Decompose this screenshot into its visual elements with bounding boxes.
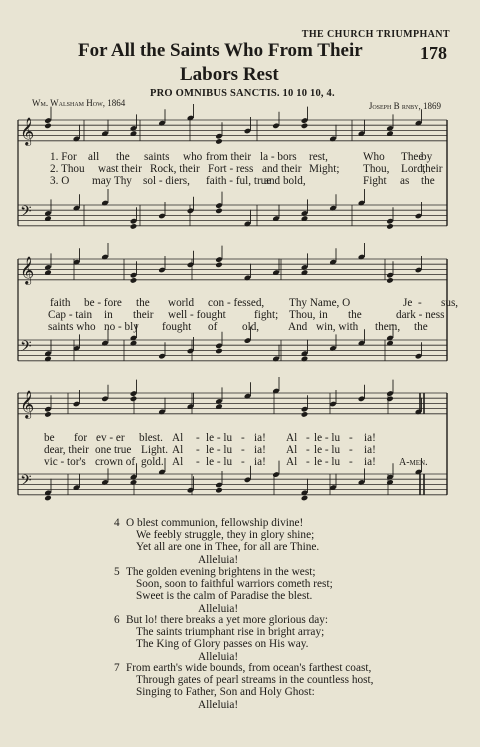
lyric-syllable: - bbox=[349, 432, 353, 444]
lyric-syllable: fought bbox=[162, 321, 192, 333]
bass-note bbox=[386, 223, 394, 230]
music-composer: Joseph B rnby, 1869 bbox=[368, 101, 441, 111]
lyric-syllable: sol - diers, bbox=[143, 175, 190, 187]
lyric-syllable: all bbox=[88, 151, 100, 163]
lyric-syllable: 1. For bbox=[50, 151, 77, 163]
lyric-syllable: their bbox=[422, 163, 443, 175]
lyric-syllable: no - bly bbox=[104, 321, 139, 333]
lyric-syllable: And bbox=[288, 321, 308, 333]
verse-line: The saints triumphant rise in bright array; bbox=[136, 626, 325, 639]
lyric-syllable: Al bbox=[286, 444, 298, 456]
lyric-syllable: - bbox=[306, 444, 310, 456]
lyric-syllable: - bbox=[349, 456, 353, 468]
lyric-syllable: ia! bbox=[364, 432, 376, 444]
lyric-syllable: from their bbox=[206, 151, 252, 163]
lyric-syllable: Fight bbox=[363, 175, 387, 187]
lyric-syllable: saints who bbox=[48, 321, 96, 333]
verse-line: The King of Glory passes on His way. bbox=[136, 638, 309, 651]
lyric-syllable: fight; bbox=[254, 309, 279, 321]
lyric-syllable: - bbox=[241, 444, 245, 456]
lyric-syllable: - bbox=[241, 456, 245, 468]
lyric-syllable: the bbox=[414, 321, 428, 333]
lyric-syllable: of bbox=[208, 321, 218, 333]
verse-number: 4 bbox=[114, 517, 120, 529]
lyric-syllable: the bbox=[136, 297, 150, 309]
lyric-syllable: - bbox=[241, 432, 245, 444]
lyric-syllable: blest. bbox=[139, 432, 163, 444]
lyric-syllable: sus, bbox=[441, 297, 459, 309]
lyric-syllable: le - lu bbox=[314, 444, 341, 456]
lyric-syllable: Might; bbox=[309, 163, 340, 175]
lyric-syllable: - bbox=[196, 432, 200, 444]
verse-line: Soon, soon to faithful warriors cometh rest; bbox=[136, 578, 333, 591]
lyric-syllable: one true bbox=[95, 444, 132, 456]
lyric-syllable: their bbox=[133, 309, 154, 321]
verse-4 bbox=[114, 517, 320, 566]
lyric-syllable: Thy Name, O bbox=[289, 297, 351, 309]
verse-5 bbox=[114, 566, 333, 615]
treble-clef-icon: 𝄞 bbox=[20, 390, 35, 418]
lyric-syllable: as bbox=[400, 175, 410, 187]
lyric-syllable: ia! bbox=[364, 444, 376, 456]
lyric-syllable: Fort - ress bbox=[208, 163, 254, 175]
lyric-syllable: le - lu bbox=[206, 456, 233, 468]
lyric-syllable: faith - ful, true bbox=[206, 175, 272, 187]
lyric-syllable: saints bbox=[144, 151, 170, 163]
amen-label: A-men. bbox=[399, 457, 428, 468]
lyric-syllable: vic - tor's bbox=[44, 456, 86, 468]
lyric-syllable: in bbox=[104, 309, 113, 321]
lyric-syllable: Al bbox=[286, 456, 298, 468]
verse-number: 7 bbox=[114, 662, 120, 674]
treble-clef-icon: 𝄞 bbox=[20, 256, 35, 284]
lyric-syllable: le - lu bbox=[314, 432, 341, 444]
lyric-syllable: le - lu bbox=[206, 444, 233, 456]
lyric-syllable: - bbox=[306, 456, 310, 468]
lyric-syllable: Al bbox=[286, 432, 298, 444]
hymn-title-continued: Labors Rest bbox=[180, 64, 279, 85]
verse-refrain: Alleluia! bbox=[198, 650, 239, 663]
lyric-syllable: Je bbox=[403, 297, 413, 309]
lyric-syllable: Thou, bbox=[289, 309, 316, 321]
lyric-syllable: ia! bbox=[364, 456, 376, 468]
section-heading: THE CHURCH TRIUMPHANT bbox=[301, 29, 450, 40]
verse-refrain: Alleluia! bbox=[198, 553, 239, 566]
hymn-number: 178 bbox=[420, 43, 447, 63]
lyric-syllable: Al bbox=[172, 444, 184, 456]
lyric-syllable: ia! bbox=[254, 456, 266, 468]
lyric-syllable: Al bbox=[172, 456, 184, 468]
treble-note bbox=[44, 123, 52, 130]
bass-clef-icon: 𝄢 bbox=[20, 338, 32, 359]
lyric-syllable: Who bbox=[363, 151, 385, 163]
verse-line: Yet all are one in Thee, for all are Thine. bbox=[136, 541, 320, 554]
lyric-syllable: rest, bbox=[309, 151, 328, 163]
lyric-syllable: la - bors bbox=[260, 151, 297, 163]
verse-refrain: Alleluia! bbox=[198, 698, 239, 711]
lyric-syllable: for bbox=[74, 432, 88, 444]
verse-line: But lo! there breaks a yet more glorious day: bbox=[126, 614, 329, 626]
bass-note bbox=[215, 487, 223, 494]
lyric-syllable: Thee bbox=[401, 151, 424, 163]
verse-line: Through gates of pearl streams in the countless host, bbox=[136, 674, 374, 687]
lyric-syllable: old, bbox=[242, 321, 260, 333]
lyric-syllable: Rock, their bbox=[150, 163, 200, 175]
verse-line: Singing to Father, Son and Holy Ghost: bbox=[136, 686, 315, 699]
lyric-syllable: Lord, bbox=[401, 163, 426, 175]
bass-clef-icon: 𝄢 bbox=[20, 203, 32, 224]
bass-clef-icon: 𝄢 bbox=[20, 472, 32, 493]
lyric-syllable: - bbox=[196, 444, 200, 456]
treble-note bbox=[130, 277, 138, 284]
lyric-syllable: dear, their bbox=[44, 444, 89, 456]
lyric-syllable: - bbox=[196, 456, 200, 468]
treble-note bbox=[215, 262, 223, 269]
lyric-syllable: well - fought bbox=[168, 309, 226, 321]
bass-note bbox=[215, 208, 223, 215]
lyric-syllable: who bbox=[183, 151, 203, 163]
lyric-syllable: be - fore bbox=[84, 297, 122, 309]
lyric-syllable: - bbox=[349, 444, 353, 456]
treble-note bbox=[301, 411, 309, 418]
lyric-syllable: crown of bbox=[95, 456, 136, 468]
verse-line: O blest communion, fellowship divine! bbox=[126, 517, 304, 529]
bass-note bbox=[130, 223, 138, 230]
verse-7 bbox=[114, 662, 374, 711]
lyric-syllable: may Thy bbox=[92, 175, 132, 187]
lyric-syllable: and their bbox=[262, 163, 302, 175]
lyric-syllable: ia! bbox=[254, 432, 266, 444]
verse-number: 5 bbox=[114, 566, 120, 578]
text-author: Wm. Walsham How, 1864 bbox=[32, 98, 126, 108]
treble-note bbox=[386, 396, 394, 403]
lyric-syllable: 2. Thou bbox=[50, 163, 85, 175]
lyric-syllable: le - lu bbox=[314, 456, 341, 468]
verse-6 bbox=[114, 614, 329, 663]
lyric-syllable: Cap - tain bbox=[48, 309, 93, 321]
treble-note bbox=[215, 138, 223, 145]
lyric-syllable: - bbox=[418, 297, 422, 309]
lyric-syllable: by bbox=[421, 151, 433, 163]
treble-note bbox=[130, 396, 138, 403]
bass-note bbox=[301, 495, 309, 502]
lyric-syllable: faith bbox=[50, 297, 71, 309]
verse-line: The golden evening brightens in the west; bbox=[126, 566, 316, 578]
lyric-syllable: the bbox=[116, 151, 130, 163]
lyric-syllable: and bold, bbox=[264, 175, 306, 187]
lyric-syllable: win, with bbox=[316, 321, 359, 333]
hymn-title: For All the Saints Who From Their bbox=[78, 40, 363, 61]
lyric-syllable: con - fessed, bbox=[208, 297, 265, 309]
treble-note bbox=[301, 123, 309, 130]
lyric-syllable: Light. bbox=[141, 444, 169, 456]
verse-line: We feebly struggle, they in glory shine; bbox=[136, 529, 315, 542]
lyric-syllable: be bbox=[44, 432, 55, 444]
verse-line: Sweet is the calm of Paradise the blest. bbox=[136, 590, 313, 603]
lyric-syllable: Al bbox=[172, 432, 184, 444]
lyric-syllable: 3. O bbox=[50, 175, 70, 187]
verse-refrain: Alleluia! bbox=[198, 602, 239, 615]
lyric-syllable: le - lu bbox=[206, 432, 233, 444]
lyric-syllable: the bbox=[421, 175, 435, 187]
lyric-syllable: ia! bbox=[254, 444, 266, 456]
lyric-syllable: dark - ness bbox=[396, 309, 445, 321]
treble-clef-icon: 𝄞 bbox=[20, 117, 35, 145]
lyric-syllable: the bbox=[348, 309, 362, 321]
verse-number: 6 bbox=[114, 614, 120, 626]
verse-line: From earth's wide bounds, from ocean's farthest coast, bbox=[126, 662, 372, 674]
bass-note bbox=[44, 495, 52, 502]
tune-name: PRO OMNIBUS SANCTIS. 10 10 10, 4. bbox=[150, 88, 335, 99]
treble-note bbox=[44, 411, 52, 418]
lyric-syllable: world bbox=[168, 297, 195, 309]
lyric-syllable: wast their bbox=[98, 163, 142, 175]
lyric-syllable: gold. bbox=[141, 456, 164, 468]
lyric-syllable: in bbox=[319, 309, 328, 321]
lyric-syllable: them, bbox=[375, 321, 401, 333]
treble-note bbox=[386, 277, 394, 284]
bass-note bbox=[215, 348, 223, 355]
lyric-syllable: ev - er bbox=[96, 432, 125, 444]
lyric-syllable: - bbox=[306, 432, 310, 444]
lyric-syllable: Thou, bbox=[363, 163, 390, 175]
